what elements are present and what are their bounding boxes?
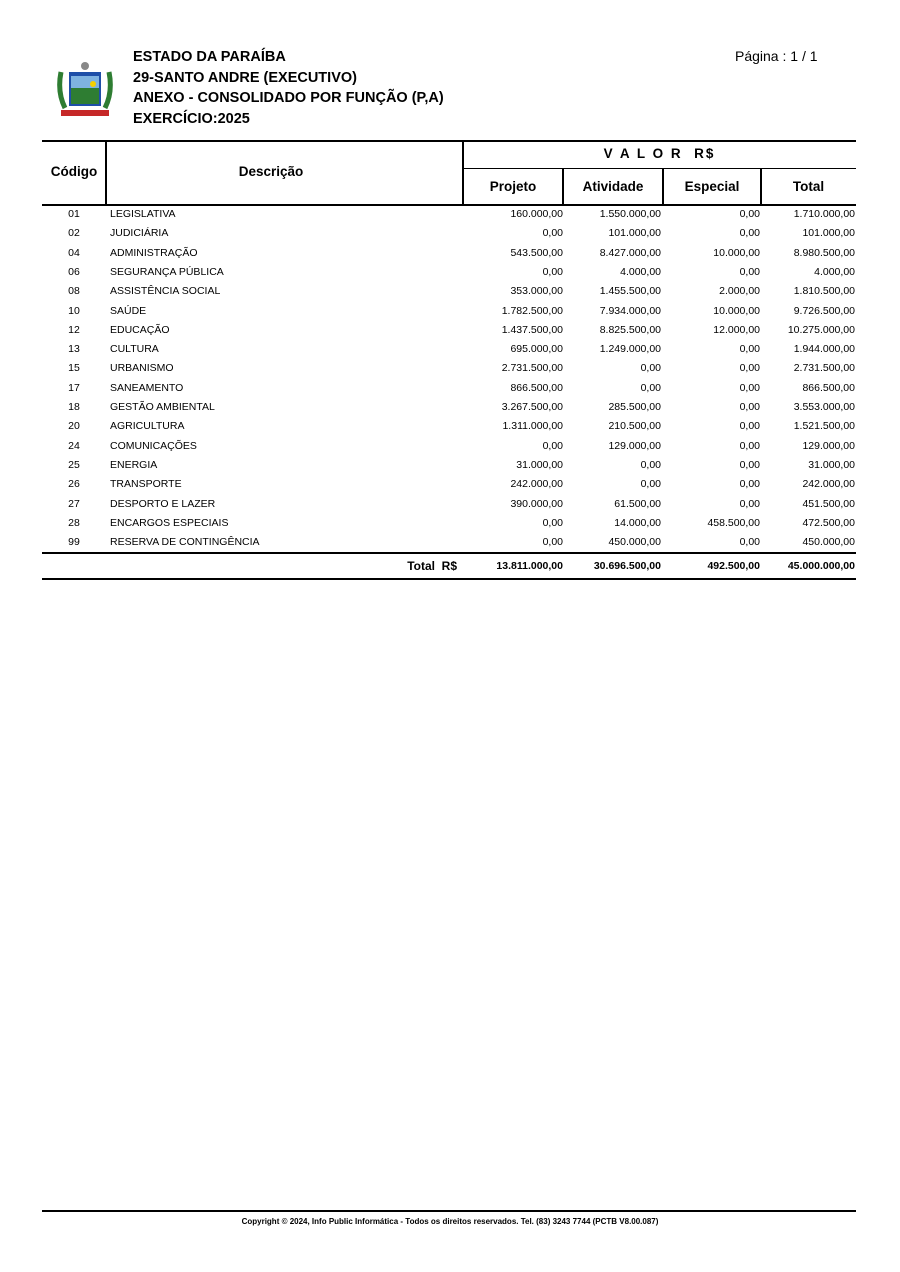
- row-codigo: 25: [68, 458, 80, 471]
- row-atividade: 285.500,00: [608, 401, 661, 413]
- row-atividade: 0,00: [640, 381, 661, 394]
- footer-copyright: Copyright © 2024, Info Public Informática - Todos os direitos reservados. Tel. (83) 3243 7744 (PCTB V8.00.087): [241, 1217, 659, 1226]
- row-total: 8.980.500,00: [793, 246, 855, 259]
- row-especial: 0,00: [739, 265, 760, 278]
- row-atividade: 101.000,00: [608, 227, 661, 240]
- row-codigo: 99: [68, 536, 80, 549]
- row-especial: 12.000,00: [713, 323, 760, 336]
- page-number: Página : 1 / 1: [735, 48, 818, 64]
- report-title: ANEXO - CONSOLIDADO POR FUNÇÃO (P,A): [133, 90, 444, 106]
- row-descricao: JUDICIÁRIA: [110, 227, 169, 240]
- row-projeto: 543.500,00: [510, 246, 563, 259]
- row-atividade: 1.249.000,00: [599, 343, 661, 356]
- row-atividade: 7.934.000,00: [599, 304, 661, 317]
- row-codigo: 04: [68, 246, 80, 259]
- row-codigo: 20: [68, 420, 80, 433]
- row-descricao: CULTURA: [110, 343, 159, 356]
- row-atividade: 1.550.000,00: [599, 208, 661, 220]
- table-row: [42, 382, 856, 401]
- row-projeto: 1.437.500,00: [501, 323, 563, 336]
- row-codigo: 12: [68, 323, 80, 336]
- row-atividade: 0,00: [640, 478, 661, 491]
- header-atividade: Atividade: [582, 179, 644, 194]
- row-atividade: 0,00: [640, 362, 661, 375]
- row-atividade: 0,00: [640, 458, 661, 471]
- table-row: [42, 266, 856, 285]
- footer-divider: [42, 1210, 856, 1212]
- row-projeto: 1.311.000,00: [502, 420, 563, 433]
- row-projeto: 0,00: [542, 439, 563, 452]
- row-projeto: 390.000,00: [510, 497, 563, 510]
- total-atividade: 30.696.500,00: [593, 560, 661, 572]
- row-descricao: ENERGIA: [110, 458, 158, 471]
- row-total: 10.275.000,00: [787, 323, 855, 336]
- row-total: 451.500,00: [802, 497, 855, 510]
- row-especial: 0,00: [739, 401, 760, 413]
- row-especial: 458.500,00: [707, 516, 760, 529]
- row-codigo: 28: [68, 516, 80, 529]
- row-descricao: URBANISMO: [110, 362, 174, 375]
- table-row: [42, 343, 856, 362]
- row-especial: 0,00: [739, 343, 760, 356]
- row-total: 3.553.000,00: [793, 401, 855, 413]
- row-especial: 10.000,00: [713, 246, 760, 259]
- row-projeto: 2.731.500,00: [501, 362, 563, 375]
- row-total: 1.710.000,00: [793, 208, 855, 220]
- header-codigo: Código: [50, 164, 98, 179]
- row-total: 9.726.500,00: [793, 304, 855, 317]
- header-especial: Especial: [684, 179, 740, 194]
- total-label: Total R$: [407, 559, 457, 573]
- row-projeto: 353.000,00: [510, 285, 563, 298]
- row-projeto: 695.000,00: [510, 343, 563, 356]
- row-codigo: 01: [68, 208, 80, 220]
- table-row: [42, 440, 856, 459]
- state-name: ESTADO DA PARAÍBA: [133, 49, 286, 65]
- total-projeto: 13.811.000,00: [496, 560, 563, 572]
- row-atividade: 8.427.000,00: [599, 246, 661, 259]
- fiscal-year: EXERCÍCIO:2025: [133, 110, 250, 127]
- table-row: [42, 478, 856, 497]
- divider: [42, 578, 856, 580]
- row-descricao: ASSISTÊNCIA SOCIAL: [110, 285, 221, 298]
- header-projeto: Projeto: [489, 179, 537, 194]
- row-atividade: 129.000,00: [608, 439, 661, 452]
- row-total: 1.521.500,00: [793, 420, 855, 433]
- row-projeto: 3.267.500,00: [501, 401, 563, 413]
- row-projeto: 1.782.500,00: [501, 304, 563, 317]
- divider: [463, 168, 856, 169]
- total-row: [42, 560, 856, 579]
- row-codigo: 15: [68, 362, 80, 375]
- row-atividade: 450.000,00: [608, 536, 661, 549]
- row-atividade: 8.825.500,00: [599, 323, 661, 336]
- row-especial: 0,00: [739, 362, 760, 375]
- row-especial: 0,00: [739, 420, 760, 433]
- row-codigo: 13: [68, 343, 80, 356]
- table-row: [42, 324, 856, 343]
- row-descricao: GESTÃO AMBIENTAL: [110, 401, 215, 413]
- row-total: 1.944.000,00: [793, 343, 855, 356]
- row-codigo: 10: [68, 304, 80, 317]
- total-especial: 492.500,00: [707, 560, 760, 572]
- row-codigo: 06: [68, 265, 80, 278]
- row-total: 450.000,00: [802, 536, 855, 549]
- table-row: [42, 362, 856, 381]
- total-total: 45.000.000,00: [787, 560, 855, 572]
- row-total: 1.810.500,00: [793, 285, 855, 298]
- row-descricao: COMUNICAÇÕES: [110, 439, 197, 452]
- table-row: [42, 305, 856, 324]
- row-atividade: 4.000,00: [620, 265, 661, 278]
- row-projeto: 0,00: [542, 536, 563, 549]
- row-especial: 0,00: [739, 439, 760, 452]
- row-projeto: 0,00: [542, 516, 563, 529]
- row-descricao: RESERVA DE CONTINGÊNCIA: [110, 536, 260, 549]
- row-total: 242.000,00: [802, 478, 855, 491]
- divider: [42, 204, 856, 206]
- table-row: [42, 208, 856, 227]
- row-total: 4.000,00: [814, 265, 855, 278]
- table-row: [42, 227, 856, 246]
- row-atividade: 61.500,00: [614, 497, 661, 510]
- row-total: 31.000,00: [808, 458, 855, 471]
- row-descricao: EDUCAÇÃO: [110, 323, 170, 336]
- row-especial: 0,00: [739, 227, 760, 240]
- row-especial: 0,00: [739, 478, 760, 491]
- row-projeto: 160.000,00: [510, 208, 563, 220]
- row-especial: 0,00: [739, 381, 760, 394]
- row-especial: 0,00: [739, 497, 760, 510]
- row-codigo: 26: [68, 478, 80, 491]
- header-total: Total: [792, 179, 825, 194]
- row-codigo: 02: [68, 227, 80, 240]
- row-projeto: 866.500,00: [510, 381, 563, 394]
- row-atividade: 1.455.500,00: [599, 285, 661, 298]
- divider: [42, 552, 856, 554]
- report-header: [133, 47, 444, 129]
- row-projeto: 0,00: [542, 265, 563, 278]
- table-row: [42, 459, 856, 478]
- row-codigo: 17: [68, 381, 80, 394]
- entity-name: 29-SANTO ANDRE (EXECUTIVO): [133, 69, 357, 86]
- row-atividade: 210.500,00: [608, 420, 661, 433]
- row-projeto: 0,00: [542, 227, 563, 240]
- row-descricao: AGRICULTURA: [110, 420, 185, 433]
- row-projeto: 31.000,00: [516, 458, 563, 471]
- row-codigo: 27: [68, 497, 80, 510]
- header-valor: V A L O R R$: [603, 146, 716, 161]
- table-row: [42, 420, 856, 439]
- divider: [42, 140, 856, 142]
- row-projeto: 242.000,00: [510, 478, 563, 491]
- row-descricao: DESPORTO E LAZER: [110, 497, 216, 510]
- row-total: 101.000,00: [802, 227, 855, 240]
- paraiba-coat-of-arms-logo: [55, 58, 115, 120]
- row-total: 472.500,00: [802, 516, 855, 529]
- row-descricao: TRANSPORTE: [110, 478, 182, 491]
- row-total: 2.731.500,00: [793, 362, 855, 375]
- row-codigo: 24: [68, 439, 80, 452]
- row-descricao: ENCARGOS ESPECIAIS: [110, 516, 229, 529]
- header-descricao: Descrição: [238, 164, 304, 179]
- row-descricao: ADMINISTRAÇÃO: [110, 246, 198, 259]
- row-especial: 2.000,00: [719, 285, 760, 298]
- table-row: [42, 517, 856, 536]
- row-especial: 0,00: [739, 208, 760, 220]
- row-especial: 10.000,00: [713, 304, 760, 317]
- row-descricao: SANEAMENTO: [110, 381, 184, 394]
- row-codigo: 08: [68, 285, 80, 298]
- row-total: 129.000,00: [802, 439, 855, 452]
- row-atividade: 14.000,00: [614, 516, 661, 529]
- row-descricao: SAÚDE: [110, 304, 147, 317]
- table-row: [42, 401, 856, 420]
- table-row: [42, 285, 856, 304]
- row-codigo: 18: [68, 401, 80, 413]
- table-row: [42, 498, 856, 517]
- row-total: 866.500,00: [802, 381, 855, 394]
- row-descricao: LEGISLATIVA: [110, 208, 176, 220]
- table-row: [42, 247, 856, 266]
- row-descricao: SEGURANÇA PÚBLICA: [110, 265, 224, 278]
- row-especial: 0,00: [739, 458, 760, 471]
- row-especial: 0,00: [739, 536, 760, 549]
